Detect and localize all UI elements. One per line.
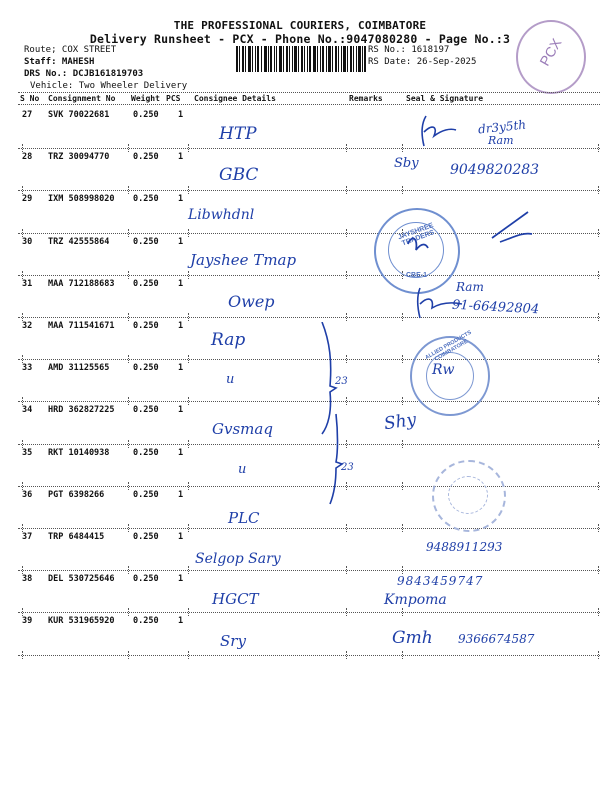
column-tick: [188, 186, 189, 194]
column-tick: [346, 524, 347, 532]
jayshree-seal-name: JAYSHREE TRADERS: [397, 222, 436, 248]
sign-31: Ram: [456, 280, 484, 294]
consignment-number: HRD 362827225: [48, 405, 115, 416]
consignment-number: RKT 10140938: [48, 447, 110, 458]
sign-27: Ram: [488, 134, 514, 147]
column-tick: [188, 566, 189, 574]
column-tick: [188, 397, 189, 405]
col-weight: Weight: [131, 94, 160, 103]
pcs-value: 1: [178, 278, 184, 289]
weight-value: 0.250: [133, 236, 159, 247]
consignment-number: MAA 711541671: [48, 321, 115, 331]
consignee-29: Libwhdnl: [188, 207, 255, 223]
pcs-value: 1: [178, 405, 184, 416]
pcs-value: 1: [178, 363, 184, 374]
column-tick: [188, 313, 189, 321]
column-tick: [22, 397, 23, 405]
vehicle-label: Vehicle: Two Wheeler Delivery: [30, 81, 188, 91]
column-tick: [22, 186, 23, 194]
column-tick: [188, 608, 189, 616]
column-tick: [128, 440, 129, 448]
consignment-number: MAA 712188683: [48, 278, 115, 289]
consignment-number: TRP 6484415: [48, 532, 105, 542]
column-tick: [188, 271, 189, 279]
column-tick: [346, 271, 347, 279]
col-pcs: PCS: [166, 94, 181, 103]
serial-number: 39: [22, 616, 33, 627]
column-tick: [598, 524, 599, 532]
column-tick: [598, 651, 599, 659]
serial-number: 37: [22, 532, 33, 542]
phone-31: 91-66492804: [451, 297, 540, 318]
weight-value: 0.250: [133, 321, 159, 331]
serial-number: 31: [22, 278, 33, 289]
row-divider: [18, 655, 600, 656]
pcx-stamp-text: PCX: [536, 35, 565, 69]
pcx-stamp: [516, 20, 586, 94]
column-tick: [346, 313, 347, 321]
column-tick: [346, 229, 347, 237]
consignee-35: u: [238, 462, 247, 477]
consignee-28: GBC: [219, 165, 259, 185]
sign-28: Sby: [394, 156, 419, 171]
pcs-value: 1: [178, 616, 184, 627]
column-tick: [188, 229, 189, 237]
row-divider: [18, 444, 600, 445]
consignment-number: IXM 508998020: [48, 194, 115, 205]
column-tick: [346, 566, 347, 574]
pcs-value: 1: [178, 152, 184, 163]
pcs-value: 1: [178, 532, 184, 542]
barcode: [236, 46, 366, 72]
column-tick: [22, 608, 23, 616]
column-tick: [402, 440, 403, 448]
column-tick: [402, 313, 403, 321]
sign-39: Gmh: [392, 628, 433, 648]
consignee-31: Owep: [228, 292, 275, 311]
weight-value: 0.250: [133, 616, 159, 627]
allied-seal-text: ALLIED PRODUCTS COIMBATORE: [424, 329, 473, 363]
consignment-number: DEL 530725646: [48, 574, 115, 585]
serial-number: 27: [22, 110, 33, 120]
column-tick: [128, 566, 129, 574]
col-seal-signature: Seal & Signature: [406, 94, 484, 103]
column-tick: [188, 482, 189, 490]
column-tick: [22, 566, 23, 574]
phone-28: 9049820283: [450, 162, 540, 178]
rs-number: RS No.: 1618197: [368, 45, 450, 55]
col-consignment: Consignment No: [48, 94, 116, 103]
serial-number: 36: [22, 489, 33, 500]
bracket-mark-23-a: 23: [335, 376, 348, 387]
consignee-34: Gvsmaq: [212, 420, 273, 438]
consignment-number: TRZ 42555864: [48, 236, 110, 247]
weight-value: 0.250: [133, 194, 159, 205]
column-tick: [22, 482, 23, 490]
row-divider: [18, 190, 600, 191]
row-divider: [18, 486, 600, 487]
consignment-number: SVK 70022681: [48, 110, 110, 120]
bracket-mark-23-b: 23: [341, 462, 354, 473]
pcs-value: 1: [178, 321, 184, 331]
column-tick: [22, 651, 23, 659]
courier-seal-36: [432, 460, 506, 532]
column-tick: [598, 186, 599, 194]
column-tick: [128, 608, 129, 616]
row-divider: [18, 612, 600, 613]
consignee-27: HTP: [219, 124, 257, 144]
column-tick: [22, 144, 23, 152]
column-tick: [598, 608, 599, 616]
column-tick: [128, 651, 129, 659]
route-label: Route; COX STREET: [24, 45, 117, 55]
column-tick: [128, 482, 129, 490]
row-divider: [18, 401, 600, 402]
signature-30: [402, 208, 542, 278]
column-tick: [22, 524, 23, 532]
column-tick: [598, 355, 599, 363]
sign-33: Rw: [432, 362, 455, 378]
phone-27: dr3y5th: [477, 117, 527, 137]
serial-number: 38: [22, 574, 33, 585]
header-top-rule: [18, 92, 600, 93]
row-divider: [18, 148, 600, 149]
row-divider: [18, 570, 600, 571]
column-tick: [402, 186, 403, 194]
jayshree-seal-code: CBE-1: [406, 272, 428, 279]
serial-number: 32: [22, 321, 33, 331]
phone-39: 9366674587: [458, 632, 535, 646]
consignment-number: AMD 31125565: [48, 363, 110, 374]
column-tick: [128, 186, 129, 194]
weight-value: 0.250: [133, 532, 159, 542]
pcs-value: 1: [178, 489, 184, 500]
sign-34: Shy: [382, 409, 418, 435]
weight-value: 0.250: [133, 405, 159, 416]
column-tick: [22, 355, 23, 363]
serial-number: 34: [22, 405, 33, 416]
column-tick: [22, 271, 23, 279]
weight-value: 0.250: [133, 574, 159, 585]
consignment-number: TRZ 30094770: [48, 152, 110, 163]
column-tick: [402, 608, 403, 616]
column-tick: [128, 355, 129, 363]
column-tick: [346, 651, 347, 659]
column-tick: [402, 144, 403, 152]
phone-37: 9488911293: [426, 540, 503, 554]
serial-number: 29: [22, 194, 33, 205]
consignee-37: Selgop Sary: [195, 551, 281, 567]
pcs-value: 1: [178, 574, 184, 585]
row-divider: [18, 317, 600, 318]
row-divider: [18, 528, 600, 529]
weight-value: 0.250: [133, 363, 159, 374]
column-tick: [402, 566, 403, 574]
column-tick: [128, 229, 129, 237]
weight-value: 0.250: [133, 278, 159, 289]
sign-38: Kmpoma: [384, 592, 447, 608]
runsheet-title: Delivery Runsheet - PCX - Phone No.:9047080280 - Page No.:3: [89, 32, 511, 46]
header-bottom-rule: [18, 104, 600, 105]
serial-number: 28: [22, 152, 33, 163]
column-tick: [22, 313, 23, 321]
consignee-30: Jayshee Tmap: [190, 251, 297, 269]
column-tick: [598, 144, 599, 152]
pcs-value: 1: [178, 194, 184, 205]
column-tick: [402, 651, 403, 659]
column-tick: [128, 397, 129, 405]
col-consignee: Consignee Details: [194, 94, 276, 103]
rs-date: RS Date: 26-Sep-2025: [368, 57, 477, 67]
column-tick: [188, 651, 189, 659]
column-tick: [22, 229, 23, 237]
column-tick: [598, 271, 599, 279]
pcs-value: 1: [178, 110, 184, 120]
column-tick: [346, 608, 347, 616]
column-tick: [598, 229, 599, 237]
column-tick: [128, 524, 129, 532]
column-tick: [346, 186, 347, 194]
consignee-39: Sry: [220, 632, 246, 650]
consignee-36: PLC: [228, 509, 260, 527]
column-tick: [402, 524, 403, 532]
consignee-32: Rap: [211, 330, 246, 350]
col-sno: S No: [20, 94, 40, 103]
weight-value: 0.250: [133, 152, 159, 163]
consignment-number: KUR 531965920: [48, 616, 115, 627]
bracket-marks: [318, 322, 358, 512]
pcs-value: 1: [178, 447, 184, 458]
weight-value: 0.250: [133, 489, 159, 500]
column-tick: [598, 482, 599, 490]
pcs-value: 1: [178, 236, 184, 247]
signature-27: [416, 112, 460, 152]
company-title: THE PROFESSIONAL COURIERS, COIMBATORE: [173, 19, 427, 32]
staff-label: Staff: MAHESH: [24, 57, 95, 67]
column-tick: [598, 440, 599, 448]
column-tick: [128, 271, 129, 279]
row-divider: [18, 359, 600, 360]
col-remarks: Remarks: [349, 94, 383, 103]
weight-value: 0.250: [133, 447, 159, 458]
column-tick: [188, 355, 189, 363]
column-tick: [188, 524, 189, 532]
column-tick: [128, 144, 129, 152]
consignee-33: u: [226, 372, 235, 387]
column-tick: [346, 144, 347, 152]
serial-number: 35: [22, 447, 33, 458]
drs-number: DRS No.: DCJB161819703: [24, 69, 144, 79]
consignee-38: HGCT: [212, 590, 259, 608]
column-tick: [598, 313, 599, 321]
column-tick: [598, 566, 599, 574]
weight-value: 0.250: [133, 110, 159, 120]
column-tick: [188, 440, 189, 448]
serial-number: 30: [22, 236, 33, 247]
phone-38: 9843459747: [397, 574, 484, 588]
column-tick: [402, 397, 403, 405]
serial-number: 33: [22, 363, 33, 374]
column-tick: [598, 397, 599, 405]
column-tick: [188, 144, 189, 152]
column-tick: [128, 313, 129, 321]
column-tick: [22, 440, 23, 448]
consignment-number: PGT 6398266: [48, 489, 105, 500]
column-tick: [402, 482, 403, 490]
column-tick: [402, 355, 403, 363]
